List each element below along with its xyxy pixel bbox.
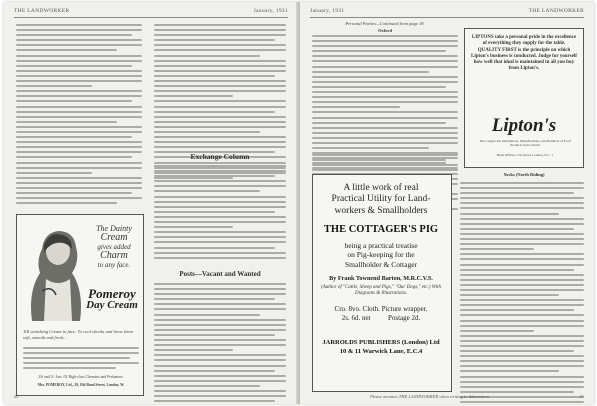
- pomeroy-day-cream-ad: [16, 214, 144, 396]
- magazine-spread: [4, 2, 594, 404]
- left-header-title: THE LANDWORKER: [14, 8, 70, 14]
- liptons-intro: LIPTONS take a personal pride in the excellence of everything they supply for the table. QUALITY FIRST is the principle on which Lipton's business is conducted. Judge for yourself how well that ideal is maintained in all you buy from Lipton's.: [471, 35, 577, 72]
- ad-headline-4: Charm: [100, 250, 128, 262]
- ad-brand-2: Day Cream: [86, 299, 138, 311]
- ad-brand-1: Pomeroy: [88, 286, 136, 301]
- pigs-publisher-2: 10 & 11 Warwick Lane, E.C.4: [339, 347, 423, 355]
- left-page-number: 20: [14, 394, 19, 399]
- right-column-text-bottom: [460, 182, 584, 404]
- exchange-column-heading: Exchange Column: [190, 152, 250, 161]
- oxford-subheading: Oxford: [378, 28, 392, 33]
- pigs-price-2: 2s. 6d. net Postage 2d.: [341, 314, 421, 323]
- ad-headline-3: gives added: [97, 242, 131, 251]
- pigs-title: THE COTTAGER'S PIG: [323, 224, 439, 235]
- pigs-author: By Frank Townend Barton, M.R.C.V.S.: [329, 275, 433, 282]
- pigs-publisher-1: JARROLDS PUBLISHERS (London) Ltd: [322, 339, 440, 346]
- ad-headline-2: Cream: [100, 232, 128, 244]
- pigs-author-note: (Author of "Cattle, Sheep and Pigs," "Our Dogs," etc.) With Diagrams & Illustrations.: [321, 285, 441, 297]
- ad-headline-5: to any face.: [97, 260, 131, 269]
- posts-vacant-heading: Posts—Vacant and Wanted: [179, 270, 261, 278]
- advertiser-footer-note: Please mention THE LANDWORKER when writing to Advertisers: [370, 394, 490, 399]
- pigs-desc-3: Smallholder & Cottager: [344, 259, 418, 269]
- left-column-text-top: [16, 24, 142, 204]
- left-page: [4, 2, 298, 404]
- pigs-line-3: workers & Smallholders: [334, 205, 428, 216]
- exchange-column-text: [154, 165, 286, 259]
- posts-vacant-text: [154, 283, 286, 404]
- right-header-rule: [310, 17, 584, 18]
- pigs-desc-2: on Pig-keeping for the: [347, 250, 415, 260]
- liptons-brand: Lipton's: [491, 115, 557, 136]
- liptons-fine: Head Offices: City Road, London, E.C. 1: [496, 153, 554, 157]
- liptons-sub: The Largest Tea Distributors, Manufacturers, and Retailers of Food Products in the World: [479, 139, 571, 148]
- pigs-line-2: Practical Utility for Land-: [331, 194, 431, 205]
- yorks-subheading: Yorks (North Riding): [503, 172, 545, 177]
- right-page: [300, 2, 594, 404]
- ad-body-lines: [23, 347, 139, 369]
- liptons-ad: [464, 28, 584, 168]
- ad-price-note: 2/6 and 5/- Jars. Of High-class Chemists and Perfumers.: [38, 375, 124, 379]
- pigs-price-1: Cro. 8vo. Cloth. Picture wrapper.: [334, 305, 428, 313]
- left-header-rule: [14, 17, 288, 18]
- cottagers-pig-ad: [312, 174, 452, 392]
- ad-body-text: Till vanishing Cream in face. To cool cheeks and brow them soft, smooth and fresh...: [23, 329, 133, 340]
- right-header-date: January, 1931: [310, 8, 345, 14]
- right-column-text-mid: [312, 154, 458, 171]
- personal-parties-heading: Personal Parties—Continued from page 18.: [345, 21, 425, 26]
- ad-headline-1: The Dainty: [96, 224, 132, 233]
- pigs-desc-1: being a practical treatise: [344, 241, 418, 250]
- left-header-date: January, 1931: [253, 8, 288, 14]
- pigs-line-1: A little work of real: [343, 183, 419, 193]
- right-header-title: THE LANDWORKER: [528, 8, 584, 14]
- woman-illustration: [22, 221, 86, 325]
- ad-maker: Mrs. POMEROY, Ltd., 29, Old Bond Street, London, W.: [37, 383, 125, 387]
- right-page-number: 21: [579, 394, 584, 399]
